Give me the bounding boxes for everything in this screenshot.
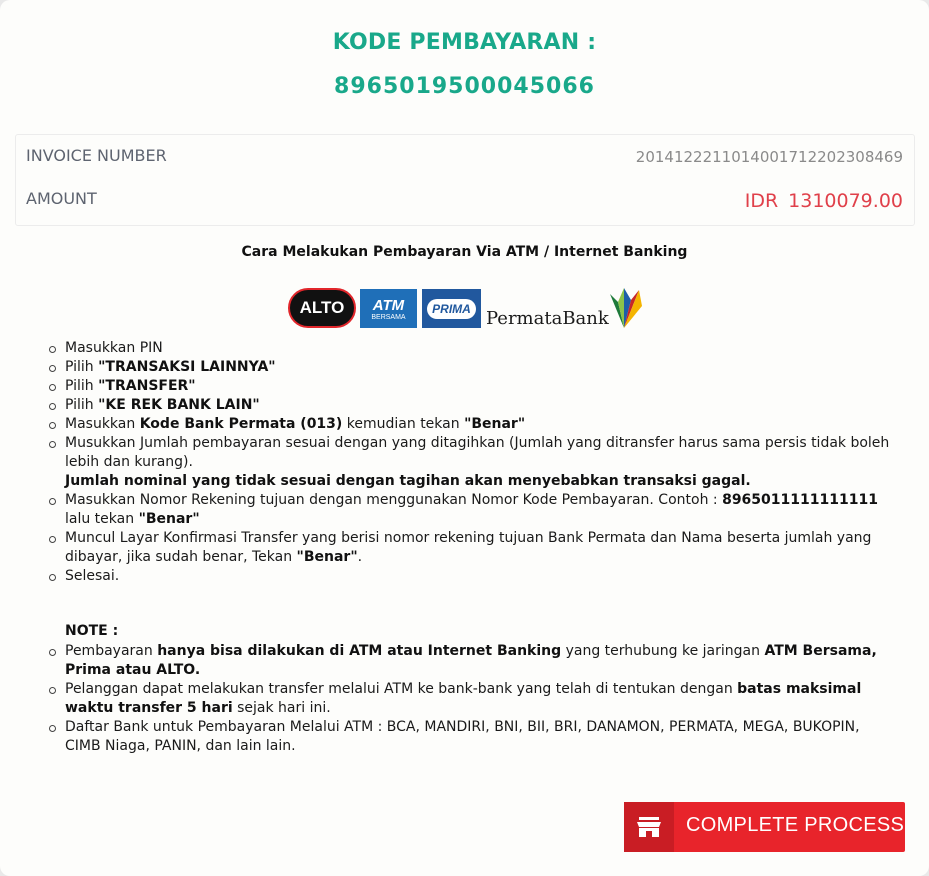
notes-list <box>65 642 895 756</box>
bank-network-logos <box>288 286 643 332</box>
atm-logo-main: ATM <box>372 296 405 314</box>
amount-label: AMOUNT <box>26 189 97 208</box>
atm-logo-sub: BERSAMA <box>371 313 406 321</box>
alto-logo <box>288 288 356 328</box>
amount-value <box>745 190 903 212</box>
step-item: Masukkan Nomor Rekening tujuan dengan menggunakan Nomor Kode Pembayaran. Contoh : 8965011111111111 lalu tekan "Benar" <box>65 491 895 529</box>
complete-process-label: COMPLETE PROCESS <box>686 813 905 836</box>
step-item: Muncul Layar Konfirmasi Transfer yang berisi nomor rekening tujuan Bank Permata dan Nama beserta jumlah yang dibayar, jika sudah benar, Tekan "Benar". <box>65 529 895 567</box>
atm-bersama-logo <box>360 289 417 328</box>
payment-steps-list <box>65 339 895 586</box>
invoice-number-value: 2014122211014001712202308469 <box>635 148 903 166</box>
step-item: Musukkan Jumlah pembayaran sesuai dengan yang ditagihkan (Jumlah yang ditransfer harus sama persis tidak boleh lebih dan kurang). Jumlah nominal yang tidak sesuai dengan tagihan akan menyebabkan transaksi gagal. <box>65 434 895 491</box>
invoice-summary <box>15 134 915 226</box>
permata-mark-icon <box>606 288 642 328</box>
prima-logo <box>422 289 481 328</box>
note-item: Daftar Bank untuk Pembayaran Melalui ATM : BCA, MANDIRI, BNI, BII, BRI, DANAMON, PERMATA, MEGA, BUKOPIN, CIMB Niaga, PANIN, dan lain lain. <box>65 718 895 756</box>
step-item: Pilih "TRANSAKSI LAINNYA" <box>65 358 895 377</box>
note-item: Pelanggan dapat melakukan transfer melalui ATM ke bank-bank yang telah di tentukan dengan batas maksimal waktu transfer 5 hari sejak hari ini. <box>65 680 895 718</box>
payment-code-label: KODE PEMBAYARAN : <box>332 30 597 55</box>
invoice-number-label: INVOICE NUMBER <box>26 146 167 165</box>
step-item: Masukkan PIN <box>65 339 895 358</box>
guide-title: Cara Melakukan Pembayaran Via ATM / Internet Banking <box>241 244 688 260</box>
step-item: Masukkan Kode Bank Permata (013) kemudian tekan "Benar" <box>65 415 895 434</box>
store-icon <box>624 802 674 852</box>
alto-logo-text: ALTO <box>299 298 345 317</box>
step-item: Selesai. <box>65 567 895 586</box>
permata-bank-logo: PermataBank <box>486 308 609 329</box>
note-title: NOTE : <box>65 623 119 639</box>
amount-currency: IDR <box>744 190 779 212</box>
payment-code-value: 8965019500045066 <box>334 74 595 99</box>
step-item: Pilih "TRANSFER" <box>65 377 895 396</box>
step-item: Pilih "KE REK BANK LAIN" <box>65 396 895 415</box>
prima-logo-text: PRIMA <box>427 299 476 319</box>
amount-number: 1310079.00 <box>788 190 903 212</box>
note-item: Pembayaran hanya bisa dilakukan di ATM atau Internet Banking yang terhubung ke jaringan ATM Bersama, Prima atau ALTO. <box>65 642 895 680</box>
complete-process-button[interactable] <box>624 802 905 852</box>
